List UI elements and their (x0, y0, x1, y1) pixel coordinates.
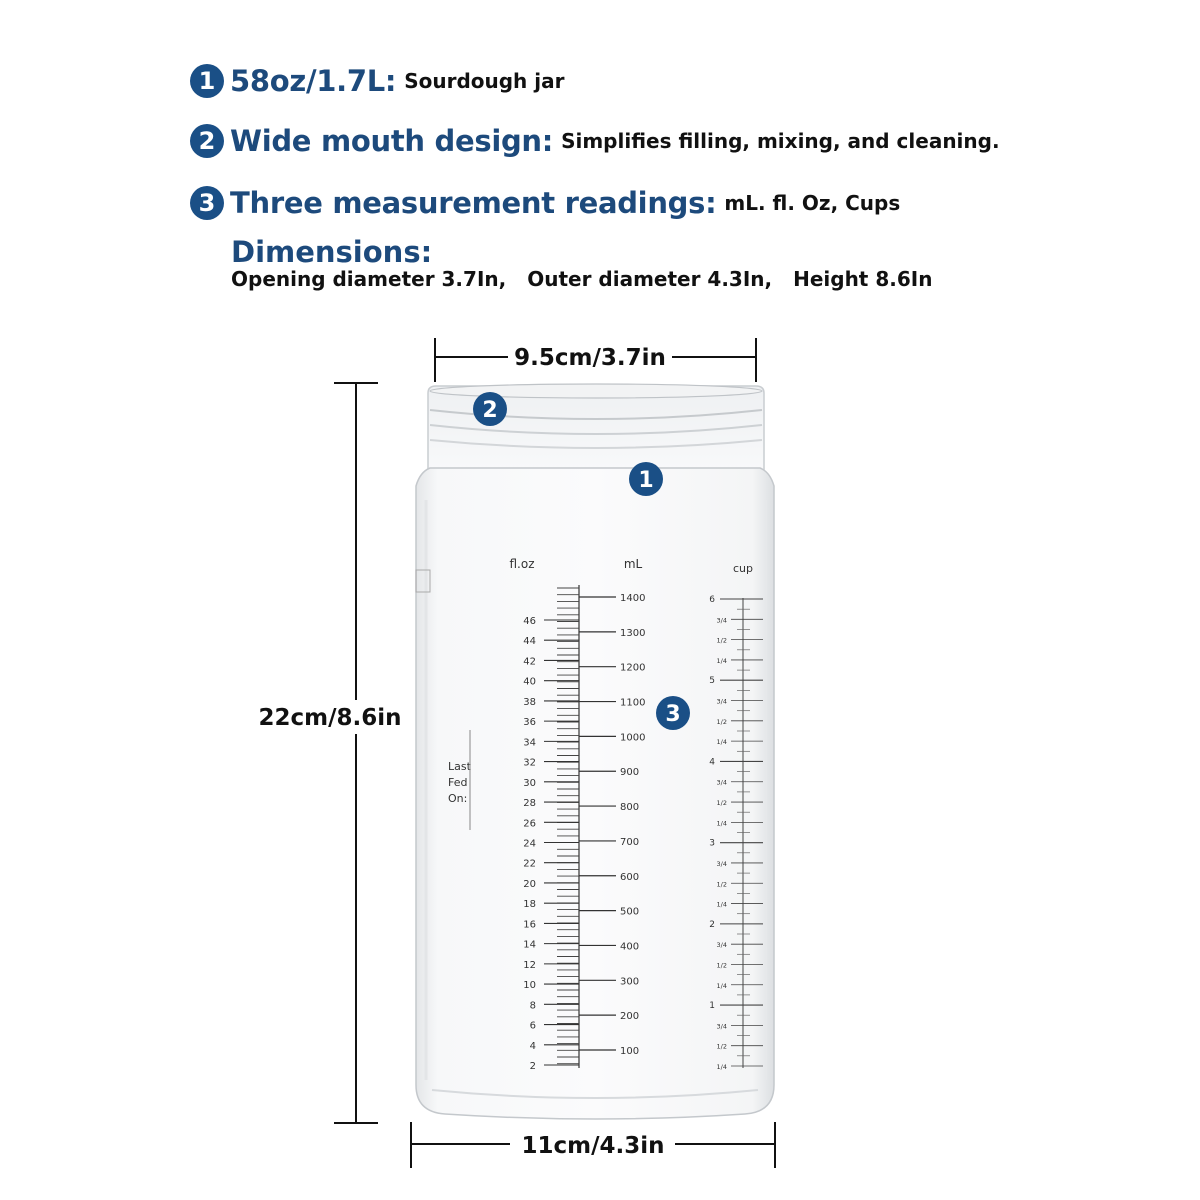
cup-tick-label: 3/4 (716, 778, 727, 787)
floz-tick-label: 10 (523, 980, 536, 992)
ml-tick-label: 900 (620, 767, 640, 779)
ml-tick-label: 400 (620, 941, 640, 953)
cup-tick-label: 1/4 (716, 819, 727, 828)
floz-tick-label: 14 (523, 939, 536, 951)
cup-tick-label: 4 (709, 757, 715, 768)
ml-tick-label: 500 (620, 906, 640, 918)
ml-tick-label: 1300 (620, 627, 646, 639)
dimensions-text: Opening diameter 3.7In, Outer diameter 4.3In, Height 8.6In (231, 267, 933, 291)
floz-tick-label: 32 (523, 757, 536, 769)
ml-tick-label: 1200 (620, 662, 646, 674)
floz-tick-label: 26 (523, 818, 536, 830)
cup-tick-label: 3/4 (716, 1022, 727, 1031)
cup-tick-label: 1/4 (716, 900, 727, 909)
floz-header: fl.oz (509, 557, 535, 571)
number-badge-1: 1 (190, 64, 224, 98)
ml-tick-label: 1100 (620, 697, 646, 709)
last-fed-line-3: On: (448, 792, 468, 805)
floz-tick-label: 38 (523, 696, 536, 708)
floz-tick-label: 42 (523, 656, 536, 668)
last-fed-line-2: Fed (448, 776, 468, 789)
number-badge-2: 2 (190, 124, 224, 158)
floz-tick-label: 16 (523, 919, 536, 931)
svg-text:3: 3 (665, 702, 681, 727)
floz-tick-label: 20 (523, 878, 536, 890)
floz-tick-label: 36 (523, 717, 536, 729)
jar-marker-1 (629, 462, 663, 496)
cup-tick-label: 5 (709, 676, 715, 687)
floz-tick-label: 4 (529, 1040, 536, 1052)
cup-tick-label: 2 (709, 919, 715, 930)
cup-tick-label: 1 (709, 1001, 715, 1012)
cup-tick-label: 3/4 (716, 859, 727, 868)
feature-description: Sourdough jar (404, 69, 565, 93)
floz-tick-label: 18 (523, 899, 536, 911)
feature-title: Wide mouth design: (230, 124, 554, 158)
floz-tick-label: 22 (523, 858, 536, 870)
feature-description: mL. fl. Oz, Cups (724, 191, 901, 215)
ml-tick-label: 700 (620, 836, 640, 848)
ml-tick-label: 200 (620, 1011, 640, 1023)
ml-tick-label: 1400 (620, 593, 646, 604)
ml-tick-label: 600 (620, 871, 640, 883)
cup-tick-label: 1/4 (716, 1063, 727, 1071)
dimensions-title: Dimensions: (231, 235, 433, 269)
floz-tick-label: 8 (529, 1000, 536, 1012)
cup-tick-label: 3/4 (716, 941, 727, 950)
top-width-dimension (435, 338, 756, 382)
jar-height: Height 8.6In (793, 267, 933, 291)
bottom-width-label: 11cm/4.3in (521, 1133, 665, 1159)
svg-text:1: 1 (638, 468, 654, 493)
number-badge-3: 3 (190, 186, 224, 220)
cup-tick-label: 3/4 (716, 616, 727, 625)
cup-tick-label: 3/4 (716, 697, 727, 706)
cup-tick-label: 1/2 (716, 880, 727, 889)
floz-tick-label: 24 (523, 838, 536, 850)
ml-header: mL (623, 557, 643, 571)
floz-tick-label: 12 (523, 959, 536, 971)
floz-tick-label: 30 (523, 777, 536, 789)
cup-header: cup (732, 562, 754, 575)
bottom-width-dimension (411, 1122, 775, 1168)
jar-marker-3 (656, 696, 690, 730)
height-dimension (255, 383, 405, 1123)
floz-tick-label: 28 (523, 798, 536, 810)
cup-tick-label: 6 (709, 595, 715, 605)
floz-tick-label: 6 (529, 1020, 536, 1032)
floz-tick-label: 2 (529, 1061, 536, 1072)
cup-tick-label: 1/2 (716, 799, 727, 808)
floz-tick-label: 34 (523, 737, 536, 749)
cup-tick-label: 1/4 (716, 738, 727, 747)
last-fed-line-1: Last (448, 760, 471, 773)
feature-description: Simplifies filling, mixing, and cleaning. (561, 129, 1000, 153)
cup-tick-label: 1/4 (716, 656, 727, 665)
svg-text:2: 2 (482, 398, 498, 423)
floz-tick-label: 46 (523, 616, 536, 627)
feature-title: 58oz/1.7L: (230, 64, 397, 98)
outer-diameter: Outer diameter 4.3In (527, 267, 765, 291)
cup-tick-label: 1/2 (716, 636, 727, 645)
opening-diameter: Opening diameter 3.7In (231, 267, 499, 291)
feature-title: Three measurement readings: (230, 186, 717, 220)
cup-tick-label: 1/2 (716, 1042, 727, 1051)
cup-tick-label: 1/2 (716, 717, 727, 726)
floz-tick-label: 40 (523, 676, 536, 688)
cup-tick-label: 1/4 (716, 981, 727, 990)
cup-tick-label: 3 (709, 838, 715, 849)
top-width-label: 9.5cm/3.7in (514, 345, 666, 371)
cup-tick-label: 1/2 (716, 961, 727, 970)
ml-tick-label: 800 (620, 802, 640, 814)
ml-tick-label: 300 (620, 976, 640, 988)
ml-tick-label: 100 (620, 1046, 640, 1057)
height-label: 22cm/8.6in (258, 705, 402, 731)
jar-marker-2 (473, 392, 507, 426)
floz-tick-label: 44 (523, 636, 536, 648)
ml-tick-label: 1000 (620, 732, 646, 744)
